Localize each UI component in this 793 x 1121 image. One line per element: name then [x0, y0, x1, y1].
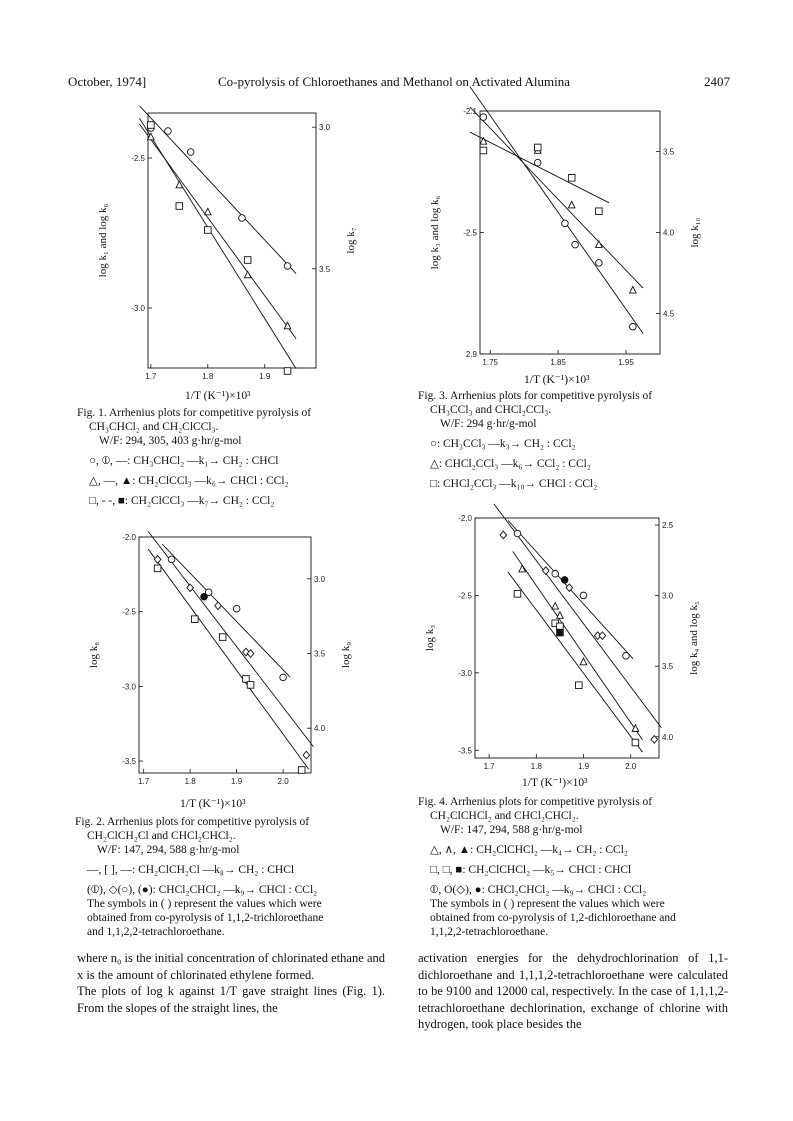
x-tick-label: 1.8	[530, 762, 542, 771]
data-point	[204, 208, 211, 215]
data-point	[534, 159, 541, 166]
data-point	[191, 616, 198, 623]
data-point	[596, 208, 603, 215]
caption-line: ⦶, O(◇), ●: CHCl₂CHCl₂ —k₉→ CHCl : CCl₂	[430, 884, 647, 896]
y-tick-label: -2.1	[463, 107, 477, 116]
y-axis-label: log k₈	[88, 641, 100, 669]
y-right-tick-label: 3.5	[663, 147, 675, 157]
fig3-chart	[429, 107, 701, 367]
fig2-caption	[75, 815, 380, 939]
data-point	[480, 147, 487, 154]
y-right-axis-label: log k₄ and log k₅	[688, 601, 700, 675]
y-tick-label: -2.0	[122, 533, 136, 542]
data-point	[542, 567, 549, 575]
x-tick-label: 2.0	[277, 777, 289, 786]
y-tick-label: -2.5	[122, 607, 136, 617]
fig2-xlabel: 1/T (K⁻¹)×10³	[180, 798, 246, 810]
y-right-axis-label: log k₁₀	[689, 217, 701, 248]
caption-line: and 1,1,2,2-tetrachloroethane.	[87, 926, 225, 938]
series-line	[139, 106, 296, 274]
caption-line: 1,1,2,2-tetrachloroethane.	[430, 926, 549, 938]
body-text-left: where n₀ is the initial concentration of chlorinated ethane and x is the amount of chlorinated ethylene formed. The plots of log k against 1/T gave straight lines (Fig. 1). From the slopes of the straight lines, the	[77, 951, 385, 1015]
header-page-number: 2407	[704, 74, 730, 89]
body-text-right: activation energies for the dehydrochlorination of 1,1-dichloroethane and 1,1,1,2-tetrachloroethane were calculated to be 9100 and 12000 cal, respectively. In the case of 1,1,1,2-tetrachloroethane dechlorination, exchange of chlorine with hydrogen, took place besides the	[418, 951, 728, 1031]
caption-line: —, [ ], —: CH₂ClCH₂Cl —k₈→ CH₂ : CHCl	[87, 864, 295, 876]
fig3-xlabel: 1/T (K⁻¹)×10³	[524, 374, 590, 386]
header-date: October, 1974]	[68, 74, 147, 89]
y-tick-label: -2.5	[131, 154, 145, 163]
y-tick-label: -2.5	[463, 228, 477, 238]
fig1-caption	[77, 406, 377, 508]
y-right-tick-label: 4.5	[663, 309, 675, 319]
caption-line: □: CHCl₂CCl₃ —k₁₀→ CHCl : CCl₂	[430, 478, 598, 490]
y-axis-label: log k₃ and log k₆	[429, 195, 441, 270]
caption-line: W/F: 147, 294, 588 g·hr/g-mol	[440, 824, 583, 836]
fig4-xlabel: 1/T (K⁻¹)×10³	[522, 777, 588, 789]
header-title: Co-pyrolysis of Chloroethanes and Methanol on Activated Alumina	[218, 74, 571, 89]
data-point	[596, 260, 603, 267]
caption-line: Fig. 2. Arrhenius plots for competitive pyrolysis of	[75, 816, 310, 828]
caption-line: The symbols in ( ) represent the values which were	[430, 898, 665, 910]
caption-line: obtained from co-pyrolysis of 1,2-dichloroethane and	[430, 912, 676, 924]
x-tick-label: 2.0	[625, 762, 637, 771]
x-tick-label: 1.7	[145, 372, 157, 381]
data-point	[215, 602, 222, 610]
data-point	[572, 241, 579, 248]
caption-line: obtained from co-pyrolysis of 1,1,2-trichloroethane	[87, 912, 324, 924]
data-point	[303, 751, 310, 759]
caption-line: △: CHCl₂CCl₃ —k₆→ CCl₂ : CCl₂	[430, 458, 591, 470]
data-point	[480, 114, 487, 121]
data-point	[201, 593, 208, 600]
y-right-tick-label: 3.0	[314, 574, 326, 584]
caption-line: W/F: 294 g·hr/g-mol	[440, 418, 537, 430]
caption-line: □, - -, ■: CH₂ClCCl₃ —k₇→ CH₂ : CCl₂	[89, 495, 275, 507]
series-line	[162, 544, 290, 677]
data-point	[568, 201, 575, 208]
fig3-caption	[418, 389, 728, 491]
data-point	[284, 263, 291, 270]
y-right-tick-label: 3.0	[319, 123, 331, 133]
data-point	[244, 257, 251, 264]
data-point	[557, 623, 564, 630]
data-point	[280, 674, 287, 681]
data-point	[298, 767, 305, 774]
x-tick-label: 1.9	[231, 777, 243, 786]
y-right-axis-label: log k₇	[345, 227, 357, 254]
fig1-xlabel: 1/T (K⁻¹)×10³	[185, 390, 251, 402]
data-point	[575, 682, 582, 689]
caption-line: □, □, ■: CH₂ClCHCl₂ —k₅→ CHCl : CHCl	[430, 864, 632, 876]
y-right-tick-label: 3.5	[314, 649, 326, 659]
data-point	[284, 368, 291, 375]
y-right-tick-label: 3.5	[319, 264, 331, 274]
data-point	[176, 203, 183, 210]
data-point	[580, 658, 587, 665]
caption-line: Fig. 4. Arrhenius plots for competitive pyrolysis of	[418, 796, 653, 808]
caption-line: W/F: 294, 305, 403 g·hr/g-mol	[99, 435, 242, 447]
y-tick-label: 2.9	[465, 350, 477, 359]
series-line	[139, 118, 296, 368]
data-point	[244, 271, 251, 278]
series-line	[470, 87, 643, 334]
data-point	[500, 531, 507, 539]
data-point	[580, 592, 587, 599]
caption-line: ○, ⦶, —: CH₃CHCl₂ —k₁→ CH₂ : CHCl	[89, 455, 279, 467]
x-tick-label: 1.9	[577, 762, 590, 771]
data-point	[562, 220, 569, 227]
caption-line: △, ∧, ▲: CH₂ClCHCl₂ —k₄→ CH₂ : CCl₂	[430, 844, 628, 856]
data-point	[557, 629, 564, 636]
caption-line: Fig. 1. Arrhenius plots for competitive pyrolysis of	[77, 407, 312, 419]
y-tick-label: -2.5	[458, 591, 472, 601]
y-right-tick-label: 4.0	[314, 724, 326, 734]
data-point	[630, 286, 637, 293]
data-point	[568, 175, 575, 182]
y-right-tick-label: 3.0	[662, 591, 674, 601]
caption-line: CH₂ClCH₂Cl and CHCl₂CHCl₂.	[87, 830, 236, 842]
data-point	[514, 591, 521, 598]
y-tick-label: -3.5	[458, 746, 472, 756]
caption-line: (⦶), ◇(○), (●): CHCl₂CHCl₂ —k₉→ CHCl : CCl₂	[87, 884, 318, 896]
data-point	[599, 632, 606, 640]
series-line	[148, 549, 308, 769]
y-right-tick-label: 3.5	[662, 662, 674, 672]
x-tick-label: 1.7	[138, 777, 150, 786]
data-point	[630, 323, 637, 330]
series-line	[148, 532, 313, 747]
data-point	[154, 556, 161, 564]
plot-frame	[480, 111, 660, 354]
y-tick-label: -3.0	[131, 304, 145, 313]
caption-line: △, —, ▲: CH₂ClCCl₃ —k₆→ CHCl : CCl₂	[89, 475, 289, 487]
series-line	[508, 572, 642, 752]
caption-line: W/F: 147, 294, 588 g·hr/g-mol	[97, 844, 240, 856]
y-right-axis-label: log k₉	[340, 641, 352, 669]
data-point	[534, 144, 541, 151]
data-point	[557, 612, 564, 619]
data-point	[552, 570, 559, 577]
x-tick-label: 1.8	[202, 372, 214, 381]
fig2-chart	[88, 533, 352, 786]
data-point	[204, 227, 211, 234]
data-point	[154, 565, 161, 572]
y-axis-label: log k₃	[424, 624, 436, 652]
fig1-chart	[97, 113, 357, 381]
y-tick-label: -2.0	[458, 514, 472, 523]
data-point	[480, 138, 487, 145]
x-tick-label: 1.8	[184, 777, 196, 786]
data-point	[219, 634, 226, 641]
data-point	[552, 602, 559, 609]
data-point	[187, 149, 194, 156]
plot-frame	[475, 518, 659, 758]
y-tick-label: -3.0	[122, 682, 136, 692]
x-tick-label: 1.75	[482, 358, 498, 367]
x-tick-label: 1.95	[618, 358, 634, 367]
caption-line: Fig. 3. Arrhenius plots for competitive pyrolysis of	[418, 390, 653, 402]
fig4-caption	[418, 795, 728, 939]
x-tick-label: 1.7	[483, 762, 495, 771]
data-point	[148, 122, 155, 129]
data-point	[632, 739, 639, 746]
series-line	[470, 107, 643, 288]
data-point	[168, 556, 175, 563]
y-right-tick-label: 2.5	[662, 521, 674, 531]
y-tick-label: -3.5	[122, 757, 136, 767]
data-point	[233, 605, 240, 612]
y-right-tick-label: 4.0	[662, 732, 674, 742]
caption-line: CH₂ClCHCl₂ and CHCl₂CHCl₂.	[430, 810, 579, 822]
data-point	[239, 215, 246, 222]
series-line	[470, 132, 609, 203]
data-point	[623, 653, 630, 660]
y-axis-label: log k₁ and log k₆	[97, 203, 109, 278]
data-point	[561, 577, 568, 584]
caption-line: CH₃CCl₃ and CHCl₂CCl₃.	[430, 404, 552, 416]
data-point	[187, 584, 194, 592]
data-point	[165, 128, 172, 135]
y-right-tick-label: 4.0	[663, 228, 675, 238]
data-point	[514, 530, 521, 537]
caption-line: The symbols in ( ) represent the values which were	[87, 898, 322, 910]
series-line	[513, 551, 643, 739]
data-point	[247, 682, 254, 689]
caption-line: ○: CH₃CCl₃ —k₃→ CH₂ : CCl₂	[430, 438, 576, 450]
y-tick-label: -3.0	[458, 668, 472, 678]
series-line	[494, 504, 661, 728]
plot-frame	[148, 113, 316, 368]
x-tick-label: 1.9	[259, 372, 271, 381]
caption-line: CH₃CHCl₂ and CH₂ClCCl₃.	[89, 421, 219, 433]
fig4-chart	[424, 514, 700, 771]
x-tick-label: 1.85	[550, 358, 566, 367]
